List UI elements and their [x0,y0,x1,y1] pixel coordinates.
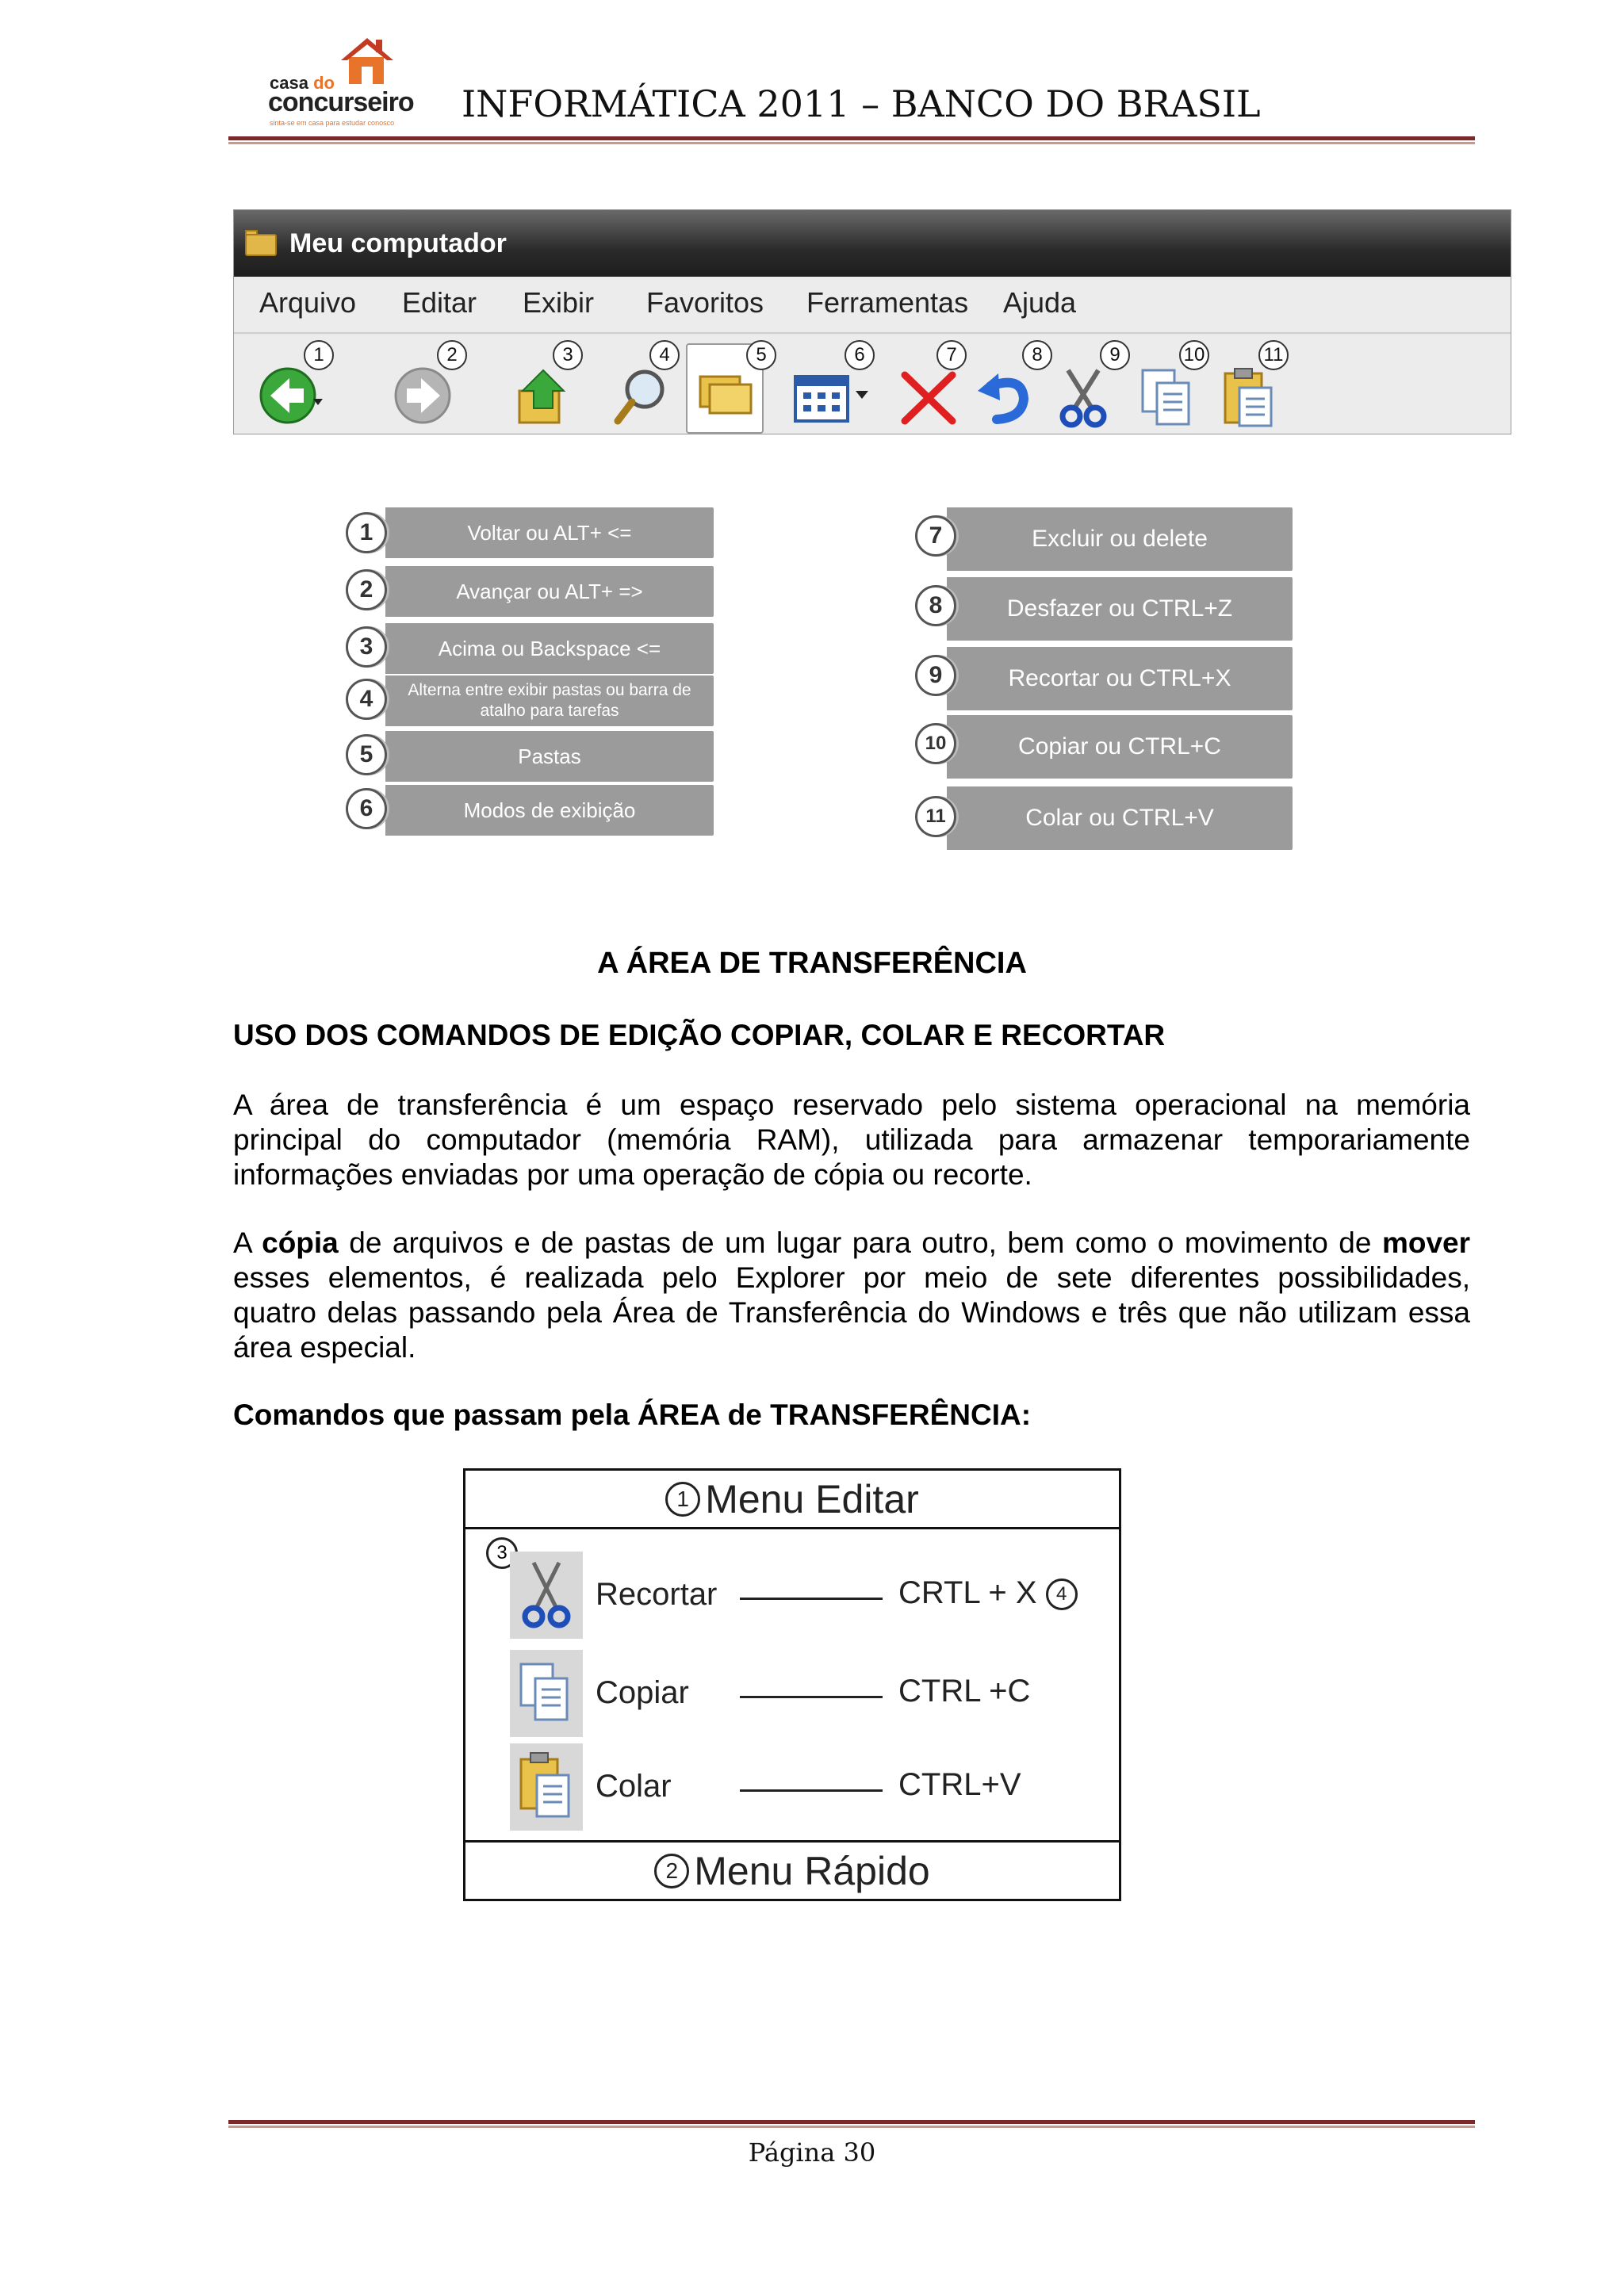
diagram-num-3: 3 [486,1537,518,1569]
legend-num-11: 11 [915,796,956,837]
legend-item-6: Modos de exibição [385,785,714,836]
diagram-connector [740,1598,883,1600]
logo-tagline: sinta-se em casa para estudar conosco [270,119,395,127]
window-title: Meu computador [289,228,507,258]
paragraph-1-line-3: informações enviadas por uma operação de cópia ou recorte. [233,1158,1032,1191]
legend-item-4: Alterna entre exibir pastas ou barra de atalho para tarefas [385,675,714,726]
toolbar-num-5: 5 [746,340,776,370]
diagram-label-colar: Colar [596,1769,672,1804]
legend-item-10: Copiar ou CTRL+C [947,715,1293,779]
toolbar-num-6: 6 [845,340,875,370]
paste-icon [510,1743,583,1831]
copy-icon [510,1650,583,1737]
toolbar-num-2: 2 [437,340,467,370]
menu-exibir[interactable]: Exibir [523,286,595,319]
toolbar-num-1: 1 [304,340,334,370]
diagram-menu-editar-label: Menu Editar [705,1476,919,1521]
logo-casa: casa [270,73,308,93]
menu-editar[interactable]: Editar [402,286,477,319]
section-title: A ÁREA DE TRANSFERÊNCIA [597,947,1027,980]
diagram-row-colar [510,1743,1113,1831]
search-icon[interactable] [613,367,668,427]
menu-favoritos[interactable]: Favoritos [646,286,764,319]
legend-item-8: Desfazer ou CTRL+Z [947,577,1293,641]
paragraph-2: A cópia de arquivos e de pastas de um lugar para outro, bem como o movimento de mover esses elementos, é realizada pelo Explorer por meio de sete diferentes possibilidades, quatro delas passando pela Área de Transferência do Windows e três que não utilizam essa área especial. [233,1226,1470,1364]
diagram-label-copiar: Copiar [596,1675,689,1710]
diagram-menu-rapido-label: Menu Rápido [694,1848,930,1893]
paragraph-1-line-1: A área de transferência é um espaço reservado pelo sistema operacional na memória [233,1089,1470,1121]
diagram-num-1: 1 [665,1482,700,1517]
scissors-icon[interactable] [1057,367,1109,429]
toolbar [234,335,1511,434]
views-icon[interactable] [792,367,879,427]
toolbar-num-3: 3 [553,340,583,370]
legend-item-3: Acima ou Backspace <= [385,623,714,674]
casa-do-concurseiro-logo [268,35,414,127]
copy-icon[interactable] [1139,367,1195,429]
paragraph-1 [233,1088,1470,1192]
menu-ajuda[interactable]: Ajuda [1003,286,1077,319]
legend-item-2: Avançar ou ALT+ => [385,566,714,617]
paragraph-2-line-2: esses elementos, é realizada pelo Explorer por meio de sete diferentes possibilidades, [233,1261,1470,1294]
page-number: Página 30 [748,2137,876,2168]
diagram-menu-rapido [465,1840,1119,1899]
diagram-shortcut-recortar: CRTL + X [898,1575,1037,1610]
legend-num-3: 3 [346,626,387,668]
folder-icon [243,229,278,258]
legend-item-5: Pastas [385,731,714,782]
house-icon [339,35,395,86]
explorer-window-screenshot [233,209,1511,434]
paragraph-1-line-2: principal do computador (memória RAM), utilizada para armazenar temporariamente [233,1123,1470,1156]
header-title: INFORMÁTICA 2011 – BANCO DO BRASIL [462,82,1261,125]
folder-up-icon[interactable] [516,367,572,427]
paragraph-2-line-3: quatro delas passando pela Área de Transferência do Windows e três que não utilizam essa [233,1296,1470,1329]
legend-num-1: 1 [346,512,387,553]
legend-num-2: 2 [346,569,387,610]
subtitle: USO DOS COMANDOS DE EDIÇÃO COPIAR, COLAR E RECORTAR [233,1019,1166,1051]
back-arrow-icon[interactable] [258,362,326,426]
window-titlebar [234,210,1511,277]
paste-icon[interactable] [1220,367,1276,429]
toolbar-num-9: 9 [1100,340,1130,370]
legend-item-9: Recortar ou CTRL+X [947,647,1293,710]
legend-num-6: 6 [346,788,387,829]
bold-mover: mover [1381,1226,1470,1259]
legend-num-10: 10 [915,723,956,764]
toolbar-num-8: 8 [1022,340,1052,370]
toolbar-num-10: 10 [1179,340,1209,370]
legend-num-8: 8 [915,585,956,626]
header-rule [228,136,1475,144]
paragraph-2-line-4: área especial. [233,1331,416,1364]
diagram-label-recortar: Recortar [596,1577,718,1612]
diagram-connector [740,1789,883,1792]
toolbar-num-7: 7 [936,340,967,370]
diagram-shortcut-colar: CTRL+V [898,1767,1021,1802]
legend-item-11: Colar ou CTRL+V [947,786,1293,850]
diagram-num-2: 2 [654,1854,689,1888]
legend-item-7: Excluir ou delete [947,507,1293,571]
legend-num-9: 9 [915,655,956,696]
bold-copia: cópia [262,1226,339,1259]
scissors-icon [510,1552,583,1639]
folders-icon [697,369,754,416]
toolbar-num-11: 11 [1258,340,1289,370]
logo-concurseiro: concurseiro [268,87,414,117]
undo-icon[interactable] [975,367,1035,427]
menu-editar-diagram [463,1468,1121,1901]
diagram-menu-editar [465,1471,1119,1529]
legend-num-7: 7 [915,515,956,557]
logo-do: do [313,73,335,93]
footer-rule [228,2120,1475,2128]
diagram-row-recortar [510,1552,1113,1639]
diagram-num-4: 4 [1046,1578,1078,1610]
delete-x-icon[interactable] [898,369,959,426]
diagram-row-copiar [510,1650,1113,1737]
legend-item-1: Voltar ou ALT+ <= [385,507,714,558]
commands-title: Comandos que passam pela ÁREA de TRANSFERÊNCIA: [233,1399,1032,1431]
diagram-shortcut-copiar: CTRL +C [898,1674,1031,1709]
forward-arrow-icon[interactable] [393,362,456,426]
legend-num-4: 4 [346,679,387,720]
toolbar-num-4: 4 [649,340,680,370]
diagram-connector [740,1696,883,1698]
menu-ferramentas[interactable]: Ferramentas [806,286,969,319]
legend-num-5: 5 [346,734,387,775]
menu-arquivo[interactable]: Arquivo [259,286,357,319]
